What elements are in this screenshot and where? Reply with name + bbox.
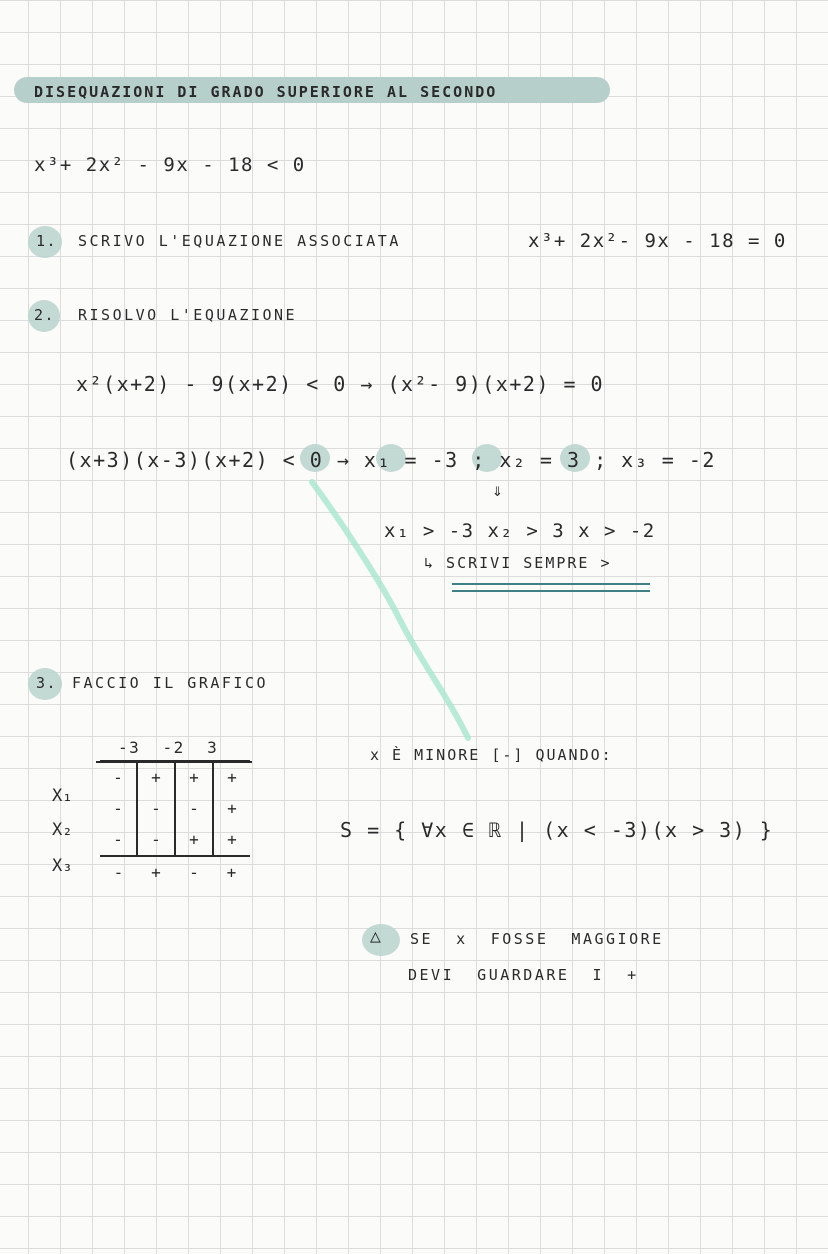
result-cell: - (189, 863, 199, 882)
sign-cell: + (213, 761, 250, 793)
down-arrow-icon: ⇓ (492, 480, 505, 501)
sign-cell: + (175, 761, 213, 793)
factorization-line: x²(x+2) - 9(x+2) < 0 → (x²- 9)(x+2) = 0 (76, 372, 605, 396)
root-inequalities: x₁ > -3 x₂ > 3 x > -2 (384, 520, 656, 542)
step-3-number: 3. (36, 674, 58, 692)
row-label-x2: X₂ (52, 820, 73, 840)
sign-cell: + (175, 824, 213, 856)
triangle-icon: △ (370, 926, 383, 947)
sign-cell: + (213, 824, 250, 856)
step-2-number: 2. (34, 306, 56, 324)
warning-line-2: DEVI GUARDARE I + (408, 966, 639, 984)
warning-line-1: SE x FOSSE MAGGIORE (410, 930, 664, 948)
result-cell: + (226, 863, 237, 882)
step-1-text: SCRIVO L'EQUAZIONE ASSOCIATA (78, 232, 401, 250)
step-1-formula: x³+ 2x²- 9x - 18 = 0 (528, 230, 787, 252)
sign-cell: - (100, 793, 137, 824)
conclusion-line: x È MINORE [-] QUANDO: (370, 746, 613, 764)
step-3-text: FACCIO IL GRAFICO (72, 674, 269, 692)
connector-stroke (312, 482, 468, 738)
solution-set: S = { ∀x ∈ ℝ | (x < -3)(x > 3) } (340, 818, 774, 842)
step-2-text: RISOLVO L'EQUAZIONE (78, 306, 298, 324)
roots-line: (x+3)(x-3)(x+2) < 0 → x₁ = -3 ; x₂ = 3 ; x₃ = -2 (66, 448, 716, 472)
inequality: x³+ 2x² - 9x - 18 < 0 (34, 154, 306, 176)
step-1-number: 1. (36, 232, 58, 250)
sign-cell: + (227, 799, 237, 818)
sign-cell: - (100, 761, 137, 793)
page-title: DISEQUAZIONI DI GRADO SUPERIORE AL SECONDO (34, 83, 498, 101)
sign-cell: - (137, 824, 175, 856)
sign-cell: - (137, 793, 175, 824)
roots-header: -3 -2 3 (118, 738, 219, 757)
sign-cell: - (175, 793, 213, 824)
row-label-x3: X₃ (52, 856, 73, 876)
sign-cell: - (100, 824, 137, 856)
row-label-x1: X₁ (52, 786, 73, 806)
result-cell: - (113, 863, 124, 882)
note-text: ↳ SCRIVI SEMPRE > (424, 554, 612, 572)
result-cell: + (151, 863, 161, 882)
sign-cell: + (137, 761, 175, 793)
